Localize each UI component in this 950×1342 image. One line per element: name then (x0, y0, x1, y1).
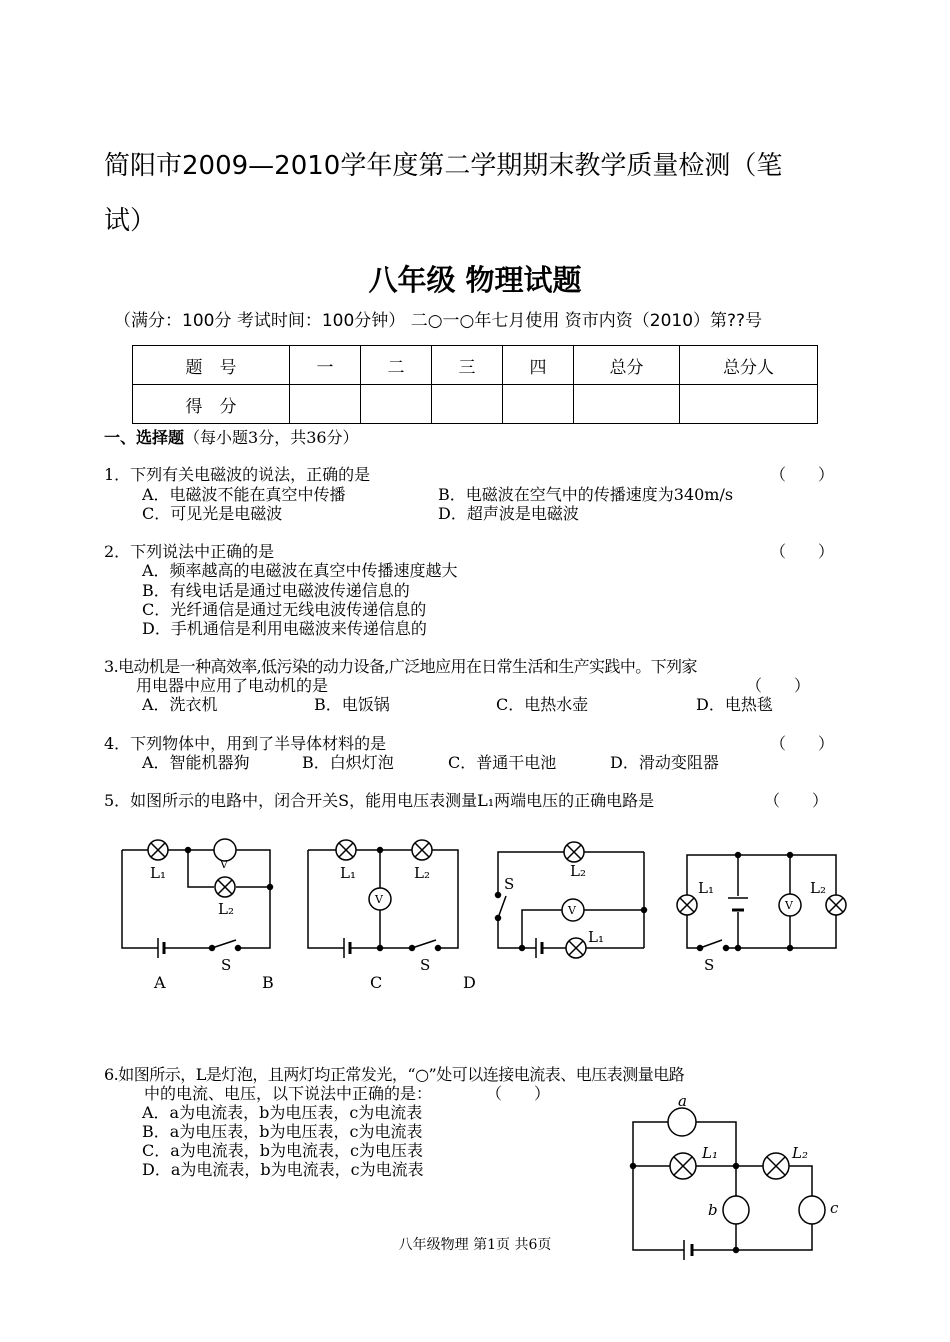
circuit-label: L₂ (414, 864, 430, 882)
meter-label-b: b (708, 1201, 718, 1219)
circuit-four (677, 853, 846, 951)
q2-option-b: B．有线电话是通过电磁波传递信息的 (142, 581, 410, 600)
circuit-label: S (704, 956, 715, 974)
meter-label-c: c (830, 1199, 839, 1217)
q3-option-d: D．电热毯 (696, 695, 773, 714)
q4-option-a: A．智能机器狗 (142, 753, 250, 772)
lamp-icon (412, 840, 432, 860)
score-input-cell[interactable] (503, 385, 574, 424)
lamp-icon (566, 938, 586, 958)
circuit-label: S (420, 956, 431, 974)
q6-stem: 6.如图所示，L是灯泡，且两灯均正常发光，“○”处可以连接电流表、电压表测量电路 (104, 1065, 685, 1084)
table-cell: 一 (290, 346, 361, 385)
circuit-label: V (375, 893, 383, 906)
q5-answer-paren[interactable]: （ ） (764, 791, 829, 810)
circuit-d (496, 842, 647, 958)
lamp-icon (763, 1153, 789, 1179)
lamp-icon (148, 840, 168, 860)
q4-option-c: C．普通干电池 (448, 753, 557, 772)
lamp-icon (670, 1153, 696, 1179)
option-label-d: D (463, 973, 476, 992)
q5-circuit-diagrams (0, 820, 950, 1000)
lamp-icon (677, 895, 697, 915)
q2-option-a: A．频率越高的电磁波在真空中传播速度越大 (142, 561, 458, 580)
table-cell: 总分 (574, 346, 680, 385)
section-heading (104, 425, 359, 448)
table-cell: 得 分 (133, 385, 290, 424)
circuit-label: S (504, 875, 515, 893)
q2-option-d: D．手机通信是利用电磁波来传递信息的 (142, 619, 427, 638)
q3-answer-paren[interactable]: （ ） (746, 676, 811, 695)
q3-stem-line2: 用电器中应用了电动机的是 (136, 676, 329, 695)
q1-option-d: D．超声波是电磁波 (438, 504, 579, 523)
lamp-label-l1: L₁ (702, 1144, 718, 1162)
meter-b-icon (723, 1196, 749, 1224)
lamp-icon (215, 877, 235, 897)
exam-title: 八年级 物理试题 (368, 263, 582, 297)
q3-option-b: B．电饭锅 (314, 695, 390, 714)
circuit-label: L₂ (810, 879, 826, 897)
q4-stem: 4．下列物体中，用到了半导体材料的是 (104, 734, 387, 753)
score-input-cell[interactable] (574, 385, 680, 424)
section-title: 一、选择题 (104, 428, 185, 447)
q6-option-c: C．a为电流表，b为电流表，c为电压表 (142, 1141, 423, 1160)
option-label-b: B (262, 973, 274, 992)
score-input-cell[interactable] (680, 385, 818, 424)
q2-answer-paren[interactable]: （ ） (770, 542, 835, 561)
circuit-label: L₂ (570, 862, 586, 880)
lamp-icon (336, 840, 356, 860)
q3-option-a: A．洗衣机 (142, 695, 218, 714)
q4-option-b: B．白炽灯泡 (302, 753, 394, 772)
table-cell: 总分人 (680, 346, 818, 385)
q1-option-b: B．电磁波在空气中的传播速度为340m/s (438, 485, 734, 504)
q3-stem: 3.电动机是一种高效率,低污染的动力设备,广泛地应用在日常生活和生产实践中。下列家 (104, 657, 697, 676)
q6-stem-line2: 中的电流、电压，以下说法中正确的是： (144, 1084, 433, 1103)
meter-c-icon (799, 1196, 825, 1224)
circuit-label: L₁ (340, 864, 356, 882)
section-note: （每小题3分，共36分） (184, 428, 359, 447)
circuit-label: V (220, 858, 228, 871)
option-label-c: C (370, 973, 383, 992)
q6-option-a: A．a为电流表，b为电压表，c为电流表 (142, 1103, 423, 1122)
score-table (132, 345, 818, 424)
q4-option-d: D．滑动变阻器 (610, 753, 719, 772)
lamp-label-l2: L₂ (792, 1144, 808, 1162)
q5-stem: 5．如图所示的电路中，闭合开关S，能用电压表测量L₁两端电压的正确电路是 (104, 791, 655, 810)
table-cell: 二 (361, 346, 432, 385)
q6-option-b: B．a为电压表，b为电压表，c为电流表 (142, 1122, 423, 1141)
q1-option-c: C．可见光是电磁波 (142, 504, 283, 523)
circuit-label: S (221, 956, 232, 974)
circuit-label: V (785, 899, 793, 912)
q6-option-d: D．a为电流表，b为电流表，c为电流表 (142, 1160, 424, 1179)
q2-stem: 2．下列说法中正确的是 (104, 542, 275, 561)
table-cell: 四 (503, 346, 574, 385)
score-input-cell[interactable] (432, 385, 503, 424)
lamp-icon (564, 842, 584, 862)
option-label-a: A (154, 973, 166, 992)
meter-a-icon (668, 1108, 696, 1136)
lamp-icon (826, 895, 846, 915)
score-input-cell[interactable] (361, 385, 432, 424)
q6-answer-paren[interactable]: （ ） (486, 1084, 551, 1103)
circuit-c (308, 840, 458, 958)
circuit-label: L₁ (698, 879, 714, 897)
title-line-2: 试） (104, 206, 157, 236)
circuit-label: L₁ (150, 864, 166, 882)
q1-option-a: A．电磁波不能在真空中传播 (142, 485, 346, 504)
circuit-label: V (568, 904, 576, 917)
q3-option-c: C．电热水壶 (496, 695, 589, 714)
q1-answer-paren[interactable]: （ ） (770, 465, 835, 484)
title-line-1: 简阳市2009—2010学年度第二学期期末教学质量检测（笔 (104, 151, 783, 181)
table-cell: 题 号 (133, 346, 290, 385)
page-footer: 八年级物理 第1页 共6页 (398, 1237, 552, 1253)
score-input-cell[interactable] (290, 385, 361, 424)
meter-label-a: a (678, 1092, 687, 1110)
table-cell: 三 (432, 346, 503, 385)
score-table-score-row (133, 385, 818, 424)
q2-option-c: C．光纤通信是通过无线电波传递信息的 (142, 600, 427, 619)
q4-answer-paren[interactable]: （ ） (770, 734, 835, 753)
q1-stem: 1．下列有关电磁波的说法，正确的是 (104, 465, 371, 484)
circuit-a (122, 839, 273, 958)
circuit-label: L₁ (588, 928, 604, 946)
score-table-header-row (133, 346, 818, 385)
exam-subtitle: （满分：100分 考试时间：100分钟） 二○一○年七月使用 资市内资（2010）第??号 (114, 311, 763, 331)
circuit-label: L₂ (218, 900, 234, 918)
